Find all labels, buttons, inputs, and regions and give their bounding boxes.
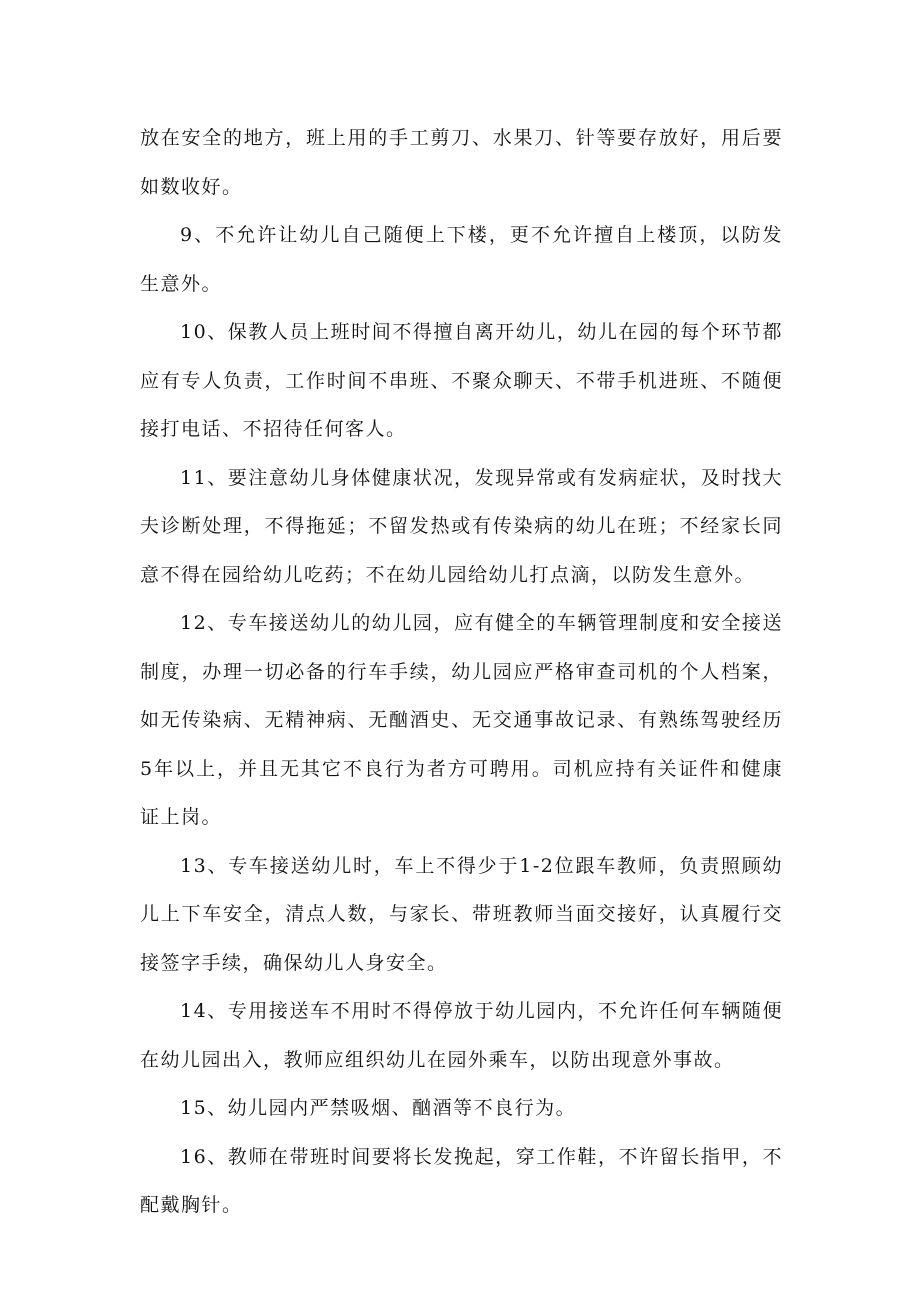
paragraph-item-12: 12、专车接送幼儿的幼儿园，应有健全的车辆管理制度和安全接送制度，办理一切必备的行车手续，幼儿园应严格审查司机的个人档案，如无传染病、无精神病、无酗酒史、无交通事故记录、有熟练驾驶经历5年以上，并且无其它不良行为者方可聘用。司机应持有关证件和健康证上岗。 <box>140 612 783 828</box>
paragraph-item-14: 14、专用接送车不用时不得停放于幼儿园内，不允许任何车辆随便在幼儿园出入，教师应组织幼儿在园外乘车，以防出现意外事故。 <box>140 1000 783 1071</box>
paragraph-item-13: 13、专车接送幼儿时，车上不得少于1-2位跟车教师，负责照顾幼儿上下车安全，清点人数，与家长、带班教师当面交接好，认真履行交接签字手续，确保幼儿人身安全。 <box>140 854 783 974</box>
paragraph-item-10: 10、保教人员上班时间不得擅自离开幼儿，幼儿在园的每个环节都应有专人负责，工作时间不串班、不聚众聊天、不带手机进班、不随便接打电话、不招待任何客人。 <box>140 321 783 440</box>
paragraph-item-11: 11、要注意幼儿身体健康状况，发现异常或有发病症状，及时找大夫诊断处理，不得拖延；不留发热或有传染病的幼儿在班；不经家长同意不得在园给幼儿吃药；不在幼儿园给幼儿打点滴，以防发生意外。 <box>140 466 783 586</box>
paragraph-item-16: 16、教师在带班时间要将长发挽起，穿工作鞋，不许留长指甲，不配戴胸针。 <box>140 1145 783 1216</box>
document-body <box>140 114 783 1230</box>
paragraph-item-15: 15、幼儿园内严禁吸烟、酗酒等不良行为。 <box>180 1097 577 1119</box>
paragraph-continuation: 放在安全的地方，班上用的手工剪刀、水果刀、针等要存放好，用后要如数收好。 <box>140 127 783 198</box>
paragraph-item-9: 9、不允许让幼儿自己随便上下楼，更不允许擅自上楼顶，以防发生意外。 <box>140 224 783 295</box>
